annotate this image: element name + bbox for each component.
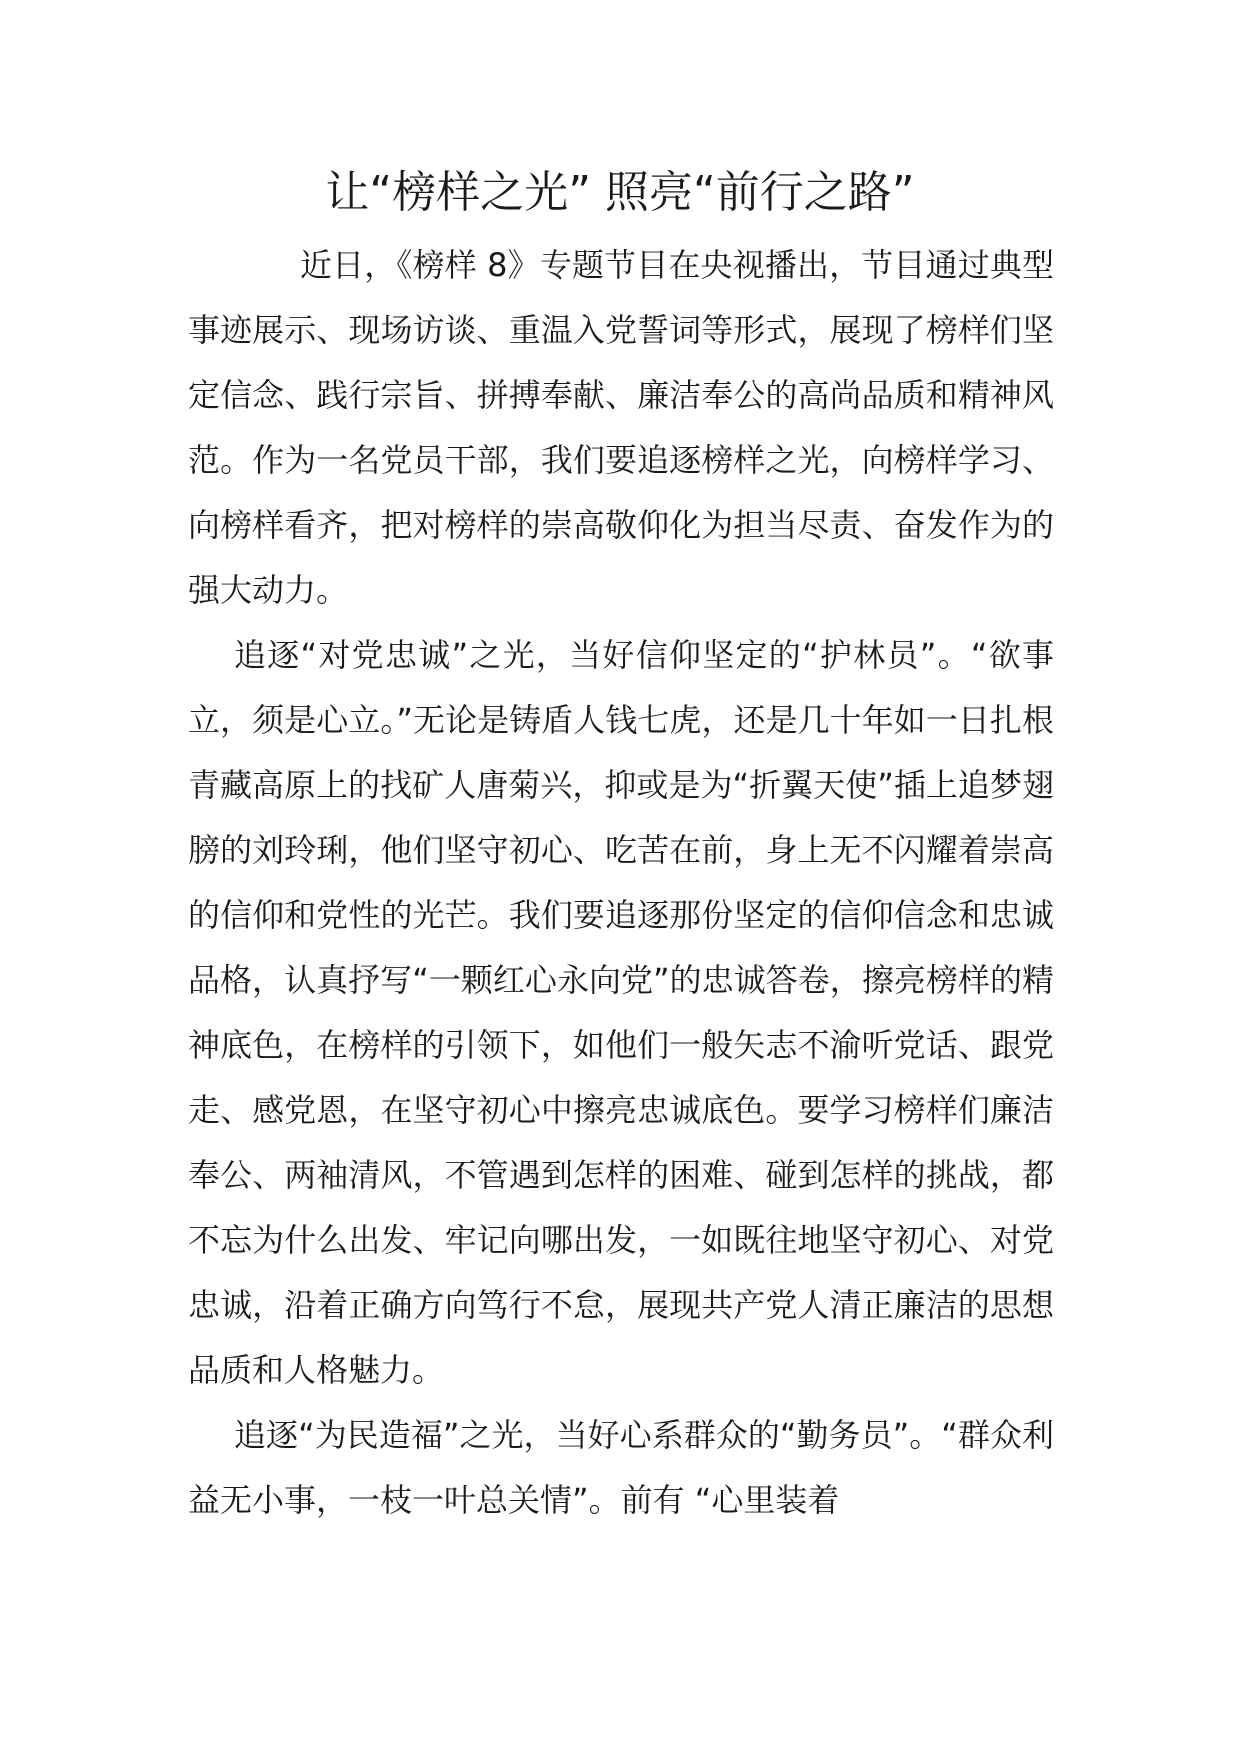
paragraph-loyalty: 追逐“对党忠诚”之光，当好信仰坚定的“护林员”。“欲事立，须是心立。”无论是铸盾人钱七虎，还是几十年如一日扎根青藏高原上的找矿人唐菊兴，抑或是为“折翼天使”插上追梦翅膀的刘玲琍，他们坚守初心、吃苦在前，身上无不闪耀着崇高的信仰和党性的光芒。我们要追逐那份坚定的信仰信念和忠诚品格，认真抒写“一颗红心永向党”的忠诚答卷，擦亮榜样的精神底色，在榜样的引领下，如他们一般矢志不渝听党话、跟党走、感党恩，在坚守初心中擦亮忠诚底色。要学习榜样们廉洁奉公、两袖清风，不管遇到怎样的困难、碰到怎样的挑战，都不忘为什么出发、牢记向哪出发，一如既往地坚守初心、对党忠诚，沿着正确方向笃行不怠，展现共产党人清正廉洁的思想品质和人格魅力。 bbox=[188, 636, 1054, 1389]
paragraph-people: 追逐“为民造福”之光，当好心系群众的“勤务员”。“群众利益无小事，一枝一叶总关情”。前有 “心里装着 bbox=[188, 1416, 1054, 1519]
document-body bbox=[188, 233, 1054, 1533]
document-title: 让“榜样之光” 照亮“前行之路” bbox=[325, 167, 915, 218]
paragraph-intro: 近日，《榜样 8》专题节目在央视播出，节目通过典型事迹展示、现场访谈、重温入党誓词等形式，展现了榜样们坚定信念、践行宗旨、拼搏奉献、廉洁奉公的高尚品质和精神风范。作为一名党员干部，我们要追逐榜样之光，向榜样学习、向榜样看齐，把对榜样的崇高敬仰化为担当尽责、奋发作为的强大动力。 bbox=[188, 246, 1054, 609]
